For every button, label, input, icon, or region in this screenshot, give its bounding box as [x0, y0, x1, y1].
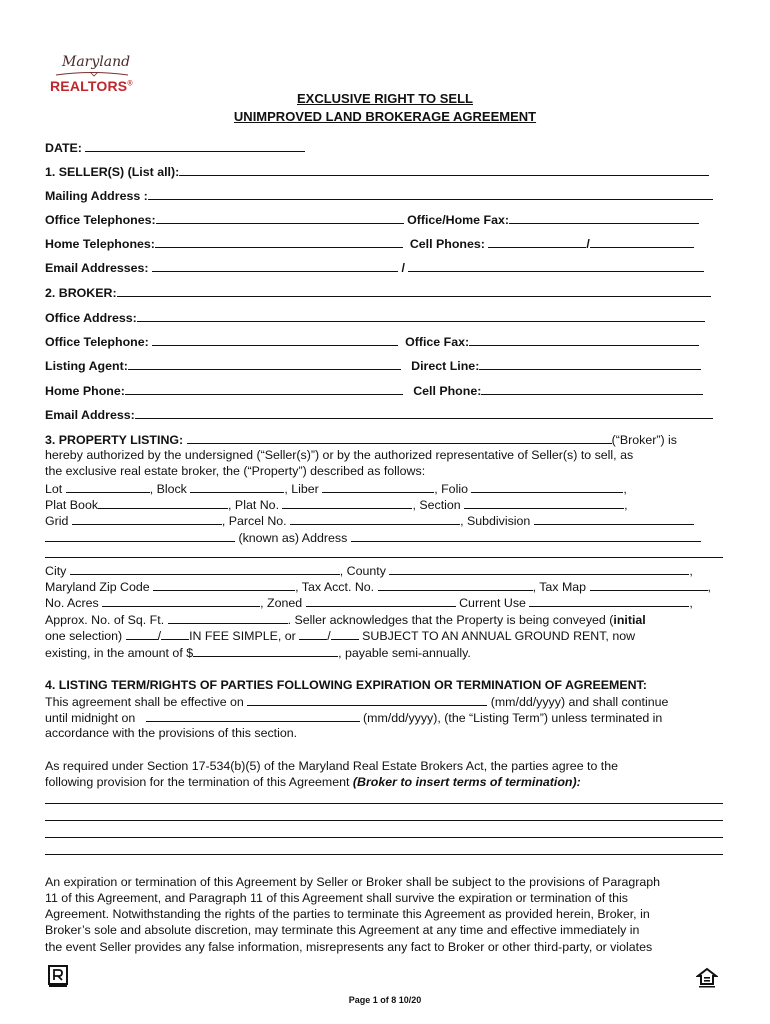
listing-agent-row: [45, 358, 701, 373]
selection-row: [45, 628, 635, 643]
listing-agent-label: Listing Agent:: [45, 359, 128, 373]
ground-rent-amount-field[interactable]: [193, 645, 338, 657]
ack-text: . Seller acknowledges that the Property is being conveyed (: [287, 613, 614, 627]
tax-map-label: , Tax Map: [532, 580, 587, 594]
current-use-label: Current Use: [459, 596, 526, 610]
equal-housing-icon: [696, 967, 718, 989]
office-telephone-field[interactable]: [152, 334, 398, 346]
parcel-no-label: , Parcel No.: [221, 514, 287, 528]
cell-phone-label: Cell Phone:: [413, 384, 482, 398]
slash: /: [401, 261, 405, 275]
direct-line-field[interactable]: [479, 358, 701, 370]
one-selection-text: one selection): [45, 629, 123, 643]
expiration-text-2: 11 of this Agreement, and Paragraph 11 of this Agreement shall survive the expiration or termination of this: [45, 891, 628, 905]
slash: /: [586, 237, 590, 251]
office-address-label: Office Address:: [45, 311, 137, 325]
parcel-no-field[interactable]: [290, 513, 460, 525]
block-label: , Block: [149, 482, 187, 496]
home-tel-row: [45, 236, 694, 251]
mailing-field[interactable]: [148, 188, 713, 200]
lot-field[interactable]: [66, 481, 150, 493]
grid-field[interactable]: [72, 513, 222, 525]
comma: ,: [689, 596, 693, 610]
section-field[interactable]: [464, 497, 624, 509]
realtor-r-icon: [48, 965, 68, 989]
subdivision-label: , Subdivision: [460, 514, 531, 528]
required-emphasis: (Broker to insert terms of termination):: [352, 775, 581, 789]
zoned-field[interactable]: [306, 595, 456, 607]
office-address-row: [45, 310, 705, 325]
initial-text: initial: [613, 613, 646, 627]
required-text-2: [45, 775, 581, 789]
mailing-row: [45, 188, 713, 203]
liber-label: , Liber: [284, 482, 319, 496]
tax-acct-field[interactable]: [378, 579, 533, 591]
zip-label: Maryland Zip Code: [45, 580, 150, 594]
known-as-label: (known as) Address: [238, 531, 348, 545]
termination-line-2: [45, 809, 723, 824]
email-2-field[interactable]: [408, 260, 704, 272]
existing-text: existing, in the amount of $: [45, 646, 194, 660]
slash: /: [327, 629, 331, 643]
tax-acct-label: , Tax Acct. No.: [295, 580, 375, 594]
sqft-row: [45, 612, 646, 627]
page-footer: Page 1 of 8 10/20: [348, 995, 422, 1005]
ground-rent-initial-2[interactable]: [331, 628, 359, 640]
listing-agent-field[interactable]: [128, 358, 401, 370]
broker-suffix: (“Broker”) is: [611, 433, 677, 447]
fee-simple-initial-2[interactable]: [161, 628, 189, 640]
existing-row: [45, 645, 471, 660]
termination-field-4[interactable]: [45, 843, 723, 855]
cell-phone-1-field[interactable]: [488, 236, 586, 248]
plat-book-label: Plat Book: [45, 498, 99, 512]
cell-phones-label: Cell Phones:: [409, 237, 485, 251]
seller-field[interactable]: [179, 164, 709, 176]
county-label: , County: [339, 564, 386, 578]
comma: ,: [707, 580, 711, 594]
email-addresses-label: Email Addresses:: [45, 261, 149, 275]
midnight-suffix: (mm/dd/yyyy), (the “Listing Term”) unless terminated in: [363, 711, 663, 725]
seller-row: [45, 164, 709, 179]
termination-field-2[interactable]: [45, 809, 723, 821]
address-line-2: [45, 546, 723, 561]
no-acres-label: No. Acres: [45, 596, 99, 610]
liber-field[interactable]: [322, 481, 434, 493]
cell-phone-field[interactable]: [481, 383, 703, 395]
logo-brand: REALTORS®: [50, 78, 133, 94]
semi-annually-text: , payable semi-annually.: [338, 646, 471, 660]
title-line-2: UNIMPROVED LAND BROKERAGE AGREEMENT: [233, 109, 537, 124]
city-row: [45, 563, 693, 578]
home-phone-label: Home Phone:: [45, 384, 125, 398]
accordance-text: accordance with the provisions of this section.: [45, 726, 298, 740]
office-telephone-row: [45, 334, 699, 349]
email-addresses-row: [45, 260, 704, 275]
broker-label: 2. BROKER:: [45, 286, 117, 300]
termination-line-1: [45, 792, 723, 807]
property-text-1: hereby authorized by the undersigned (“Seller(s)”) or by the authorized representative of Seller(s) to sell, as: [45, 448, 634, 462]
seller-label: 1. SELLER(S) (List all):: [45, 165, 180, 179]
effective-date-field[interactable]: [247, 694, 487, 706]
address-2-field[interactable]: [45, 546, 723, 558]
office-home-fax-label: Office/Home Fax:: [407, 213, 509, 227]
office-telephone-label: Office Telephone:: [45, 335, 149, 349]
lot-row: [45, 481, 627, 496]
ground-rent-text: SUBJECT TO AN ANNUAL GROUND RENT, now: [362, 629, 636, 643]
address-field[interactable]: [351, 530, 701, 542]
expiration-text-5: the event Seller provides any false information, misrepresents any fact to Broker or other third-party, or violates: [45, 940, 653, 954]
office-home-fax-field[interactable]: [509, 212, 699, 224]
acres-row: [45, 595, 693, 610]
home-tel-label: Home Telephones:: [45, 237, 155, 251]
lot-label: Lot: [45, 482, 63, 496]
plat-no-field[interactable]: [282, 497, 412, 509]
listing-term-heading: 4. LISTING TERM/RIGHTS OF PARTIES FOLLOWING EXPIRATION OR TERMINATION OF AGREEMENT:: [45, 678, 647, 692]
date-row: [45, 140, 305, 155]
city-field[interactable]: [70, 563, 340, 575]
county-field[interactable]: [389, 563, 689, 575]
mailing-label: Mailing Address :: [45, 189, 148, 203]
city-label: City: [45, 564, 67, 578]
email-address-label: Email Address:: [45, 408, 135, 422]
sqft-field[interactable]: [168, 612, 288, 624]
plat-row: [45, 497, 628, 512]
effective-suffix: (mm/dd/yyyy) and shall continue: [490, 695, 669, 709]
comma: ,: [623, 482, 627, 496]
required-text-2-main: following provision for the termination of this Agreement: [45, 775, 350, 789]
property-text-2: the exclusive real estate broker, the (“Property”) described as follows:: [45, 464, 426, 478]
home-phone-row: [45, 383, 703, 398]
midnight-row: [45, 710, 662, 725]
required-text-1: As required under Section 17-534(b)(5) of the Maryland Real Estate Brokers Act, the parties agree to the: [45, 759, 619, 773]
effective-row: [45, 694, 668, 709]
logo-swoosh-icon: [54, 70, 130, 78]
property-broker-field[interactable]: [187, 432, 612, 444]
broker-row: [45, 285, 711, 300]
no-acres-field[interactable]: [102, 595, 260, 607]
grid-label: Grid: [45, 514, 69, 528]
section-label: , Section: [412, 498, 461, 512]
subdivision-field[interactable]: [534, 513, 694, 525]
termination-field-3[interactable]: [45, 826, 723, 838]
expiration-text-1: An expiration or termination of this Agreement by Seller or Broker shall be subject to the provisions of Paragraph: [45, 875, 661, 889]
direct-line-label: Direct Line:: [411, 359, 480, 373]
comma: ,: [689, 564, 693, 578]
email-address-row: [45, 407, 713, 422]
sqft-label: Approx. No. of Sq. Ft.: [45, 613, 165, 627]
grid-row: [45, 513, 694, 528]
fee-simple-text: IN FEE SIMPLE, or: [189, 629, 296, 643]
block-field[interactable]: [190, 481, 284, 493]
address-row: [45, 530, 701, 545]
expiration-text-4: Broker’s sole and absolute discretion, may terminate this Agreement at any time and effective immediately in: [45, 923, 640, 937]
home-tel-field[interactable]: [155, 236, 403, 248]
office-tel-label: Office Telephones:: [45, 213, 156, 227]
zip-field[interactable]: [153, 579, 295, 591]
fee-simple-initial-1[interactable]: [126, 628, 158, 640]
effective-text: This agreement shall be effective on: [45, 695, 244, 709]
office-tel-row: [45, 212, 699, 227]
slash: /: [157, 629, 162, 643]
tax-map-field[interactable]: [590, 579, 708, 591]
cell-phone-2-field[interactable]: [590, 236, 694, 248]
date-label: DATE:: [45, 141, 82, 155]
office-tel-field[interactable]: [156, 212, 404, 224]
broker-field[interactable]: [117, 285, 711, 297]
plat-no-label: , Plat No.: [228, 498, 280, 512]
office-fax-field[interactable]: [469, 334, 699, 346]
known-as-field[interactable]: [45, 530, 235, 542]
logo-script: Maryland: [62, 54, 131, 70]
email-1-field[interactable]: [152, 260, 398, 272]
termination-line-3: [45, 826, 723, 841]
plat-book-field[interactable]: [98, 497, 228, 509]
ground-rent-initial-1[interactable]: [299, 628, 327, 640]
termination-field-1[interactable]: [45, 792, 723, 804]
property-listing-heading: 3. PROPERTY LISTING:: [45, 433, 184, 447]
property-listing-row: [45, 432, 677, 447]
date-field[interactable]: [85, 140, 305, 152]
folio-label: , Folio: [434, 482, 468, 496]
home-phone-field[interactable]: [125, 383, 403, 395]
termination-line-4: [45, 843, 723, 858]
expiration-date-field[interactable]: [146, 710, 360, 722]
office-address-field[interactable]: [137, 310, 705, 322]
zip-row: [45, 579, 711, 594]
comma: ,: [624, 498, 628, 512]
title-line-1: EXCLUSIVE RIGHT TO SELL: [296, 91, 473, 106]
expiration-text-3: Agreement. Notwithstanding the rights of the parties to terminate this Agreement as provided herein, Broker, in: [45, 907, 650, 921]
zoned-label: , Zoned: [260, 596, 303, 610]
current-use-field[interactable]: [529, 595, 689, 607]
midnight-text: until midnight on: [45, 711, 136, 725]
office-fax-label: Office Fax:: [405, 335, 470, 349]
folio-field[interactable]: [471, 481, 623, 493]
email-address-field[interactable]: [135, 407, 713, 419]
